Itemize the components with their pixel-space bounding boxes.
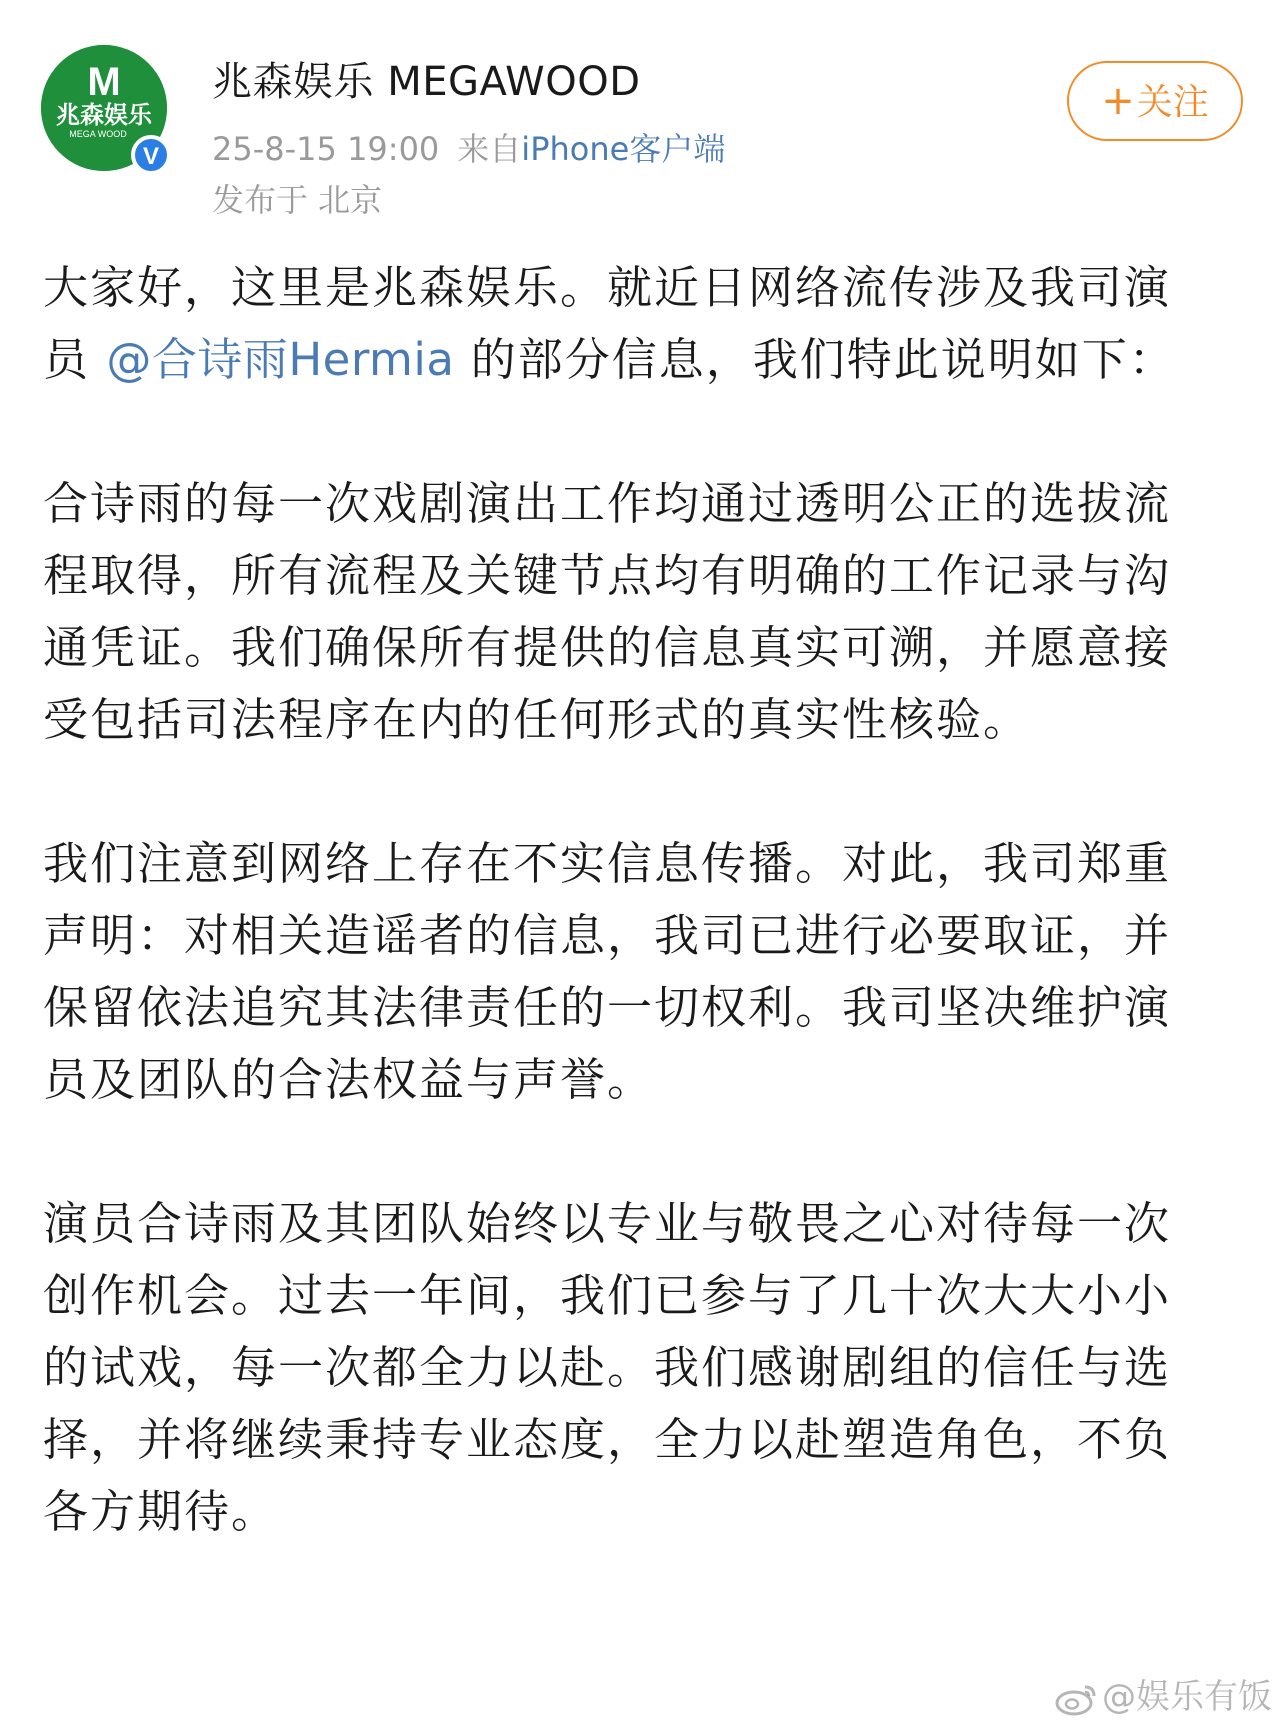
source-prefix: 来自 xyxy=(457,130,522,168)
logo-subtext: MEGA WOOD xyxy=(69,129,127,139)
avatar[interactable] xyxy=(41,45,167,171)
follow-button[interactable] xyxy=(1067,61,1243,141)
account-name[interactable]: 兆森娱乐 MEGAWOOD xyxy=(212,59,641,105)
post-header xyxy=(0,0,1284,235)
verified-badge-icon xyxy=(131,135,171,175)
post-paragraph-4: 演员合诗雨及其团队始终以专业与敬畏之心对待每一次创作机会。过去一年间，我们已参与了几十次大大小小的试戏，每一次都全力以赴。我们感谢剧组的信任与选择，并将继续秉持专业态度，全力以赴塑造角色，不负各方期待。 xyxy=(43,1197,1172,1538)
logo-text: 兆森娱乐 xyxy=(56,101,152,129)
post-paragraph-2: 合诗雨的每一次戏剧演出工作均通过透明公正的选拔流程取得，所有流程及关键节点均有明确的工作记录与沟通凭证。我们确保所有提供的信息真实可溯，并愿意接受包括司法程序在内的任何形式的真实性核验。 xyxy=(43,477,1172,746)
post-paragraph-1 xyxy=(43,252,1213,396)
post-paragraph-3: 我们注意到网络上存在不实信息传播。对此，我司郑重声明：对相关造谣者的信息，我司已进行必要取证，并保留依法追究其法律责任的一切权利。我司坚决维护演员及团队的合法权益与声誉。 xyxy=(43,837,1172,1106)
watermark-text: @娱乐有饭 xyxy=(1102,1677,1272,1717)
verified-letter: V xyxy=(142,143,160,170)
mention-link[interactable]: @合诗雨Hermia xyxy=(106,333,455,386)
logo-letter: M xyxy=(87,60,121,104)
post-meta xyxy=(212,127,725,171)
plus-icon: + xyxy=(1101,78,1135,124)
paragraph-1-text-before: 大家好，这里是兆森娱乐。就近日网络流传涉及我司演员 xyxy=(43,261,1172,386)
paragraph-1-text-after: 的部分信息，我们特此说明如下： xyxy=(470,333,1176,386)
follow-label: 关注 xyxy=(1136,82,1209,123)
watermark xyxy=(1054,1675,1272,1719)
post-location: 发布于 北京 xyxy=(212,181,383,219)
weibo-logo-icon xyxy=(1054,1681,1098,1717)
source-device-link[interactable]: iPhone客户端 xyxy=(521,130,726,168)
post-time: 25-8-15 19:00 xyxy=(212,130,440,168)
post-body xyxy=(43,252,1213,1620)
